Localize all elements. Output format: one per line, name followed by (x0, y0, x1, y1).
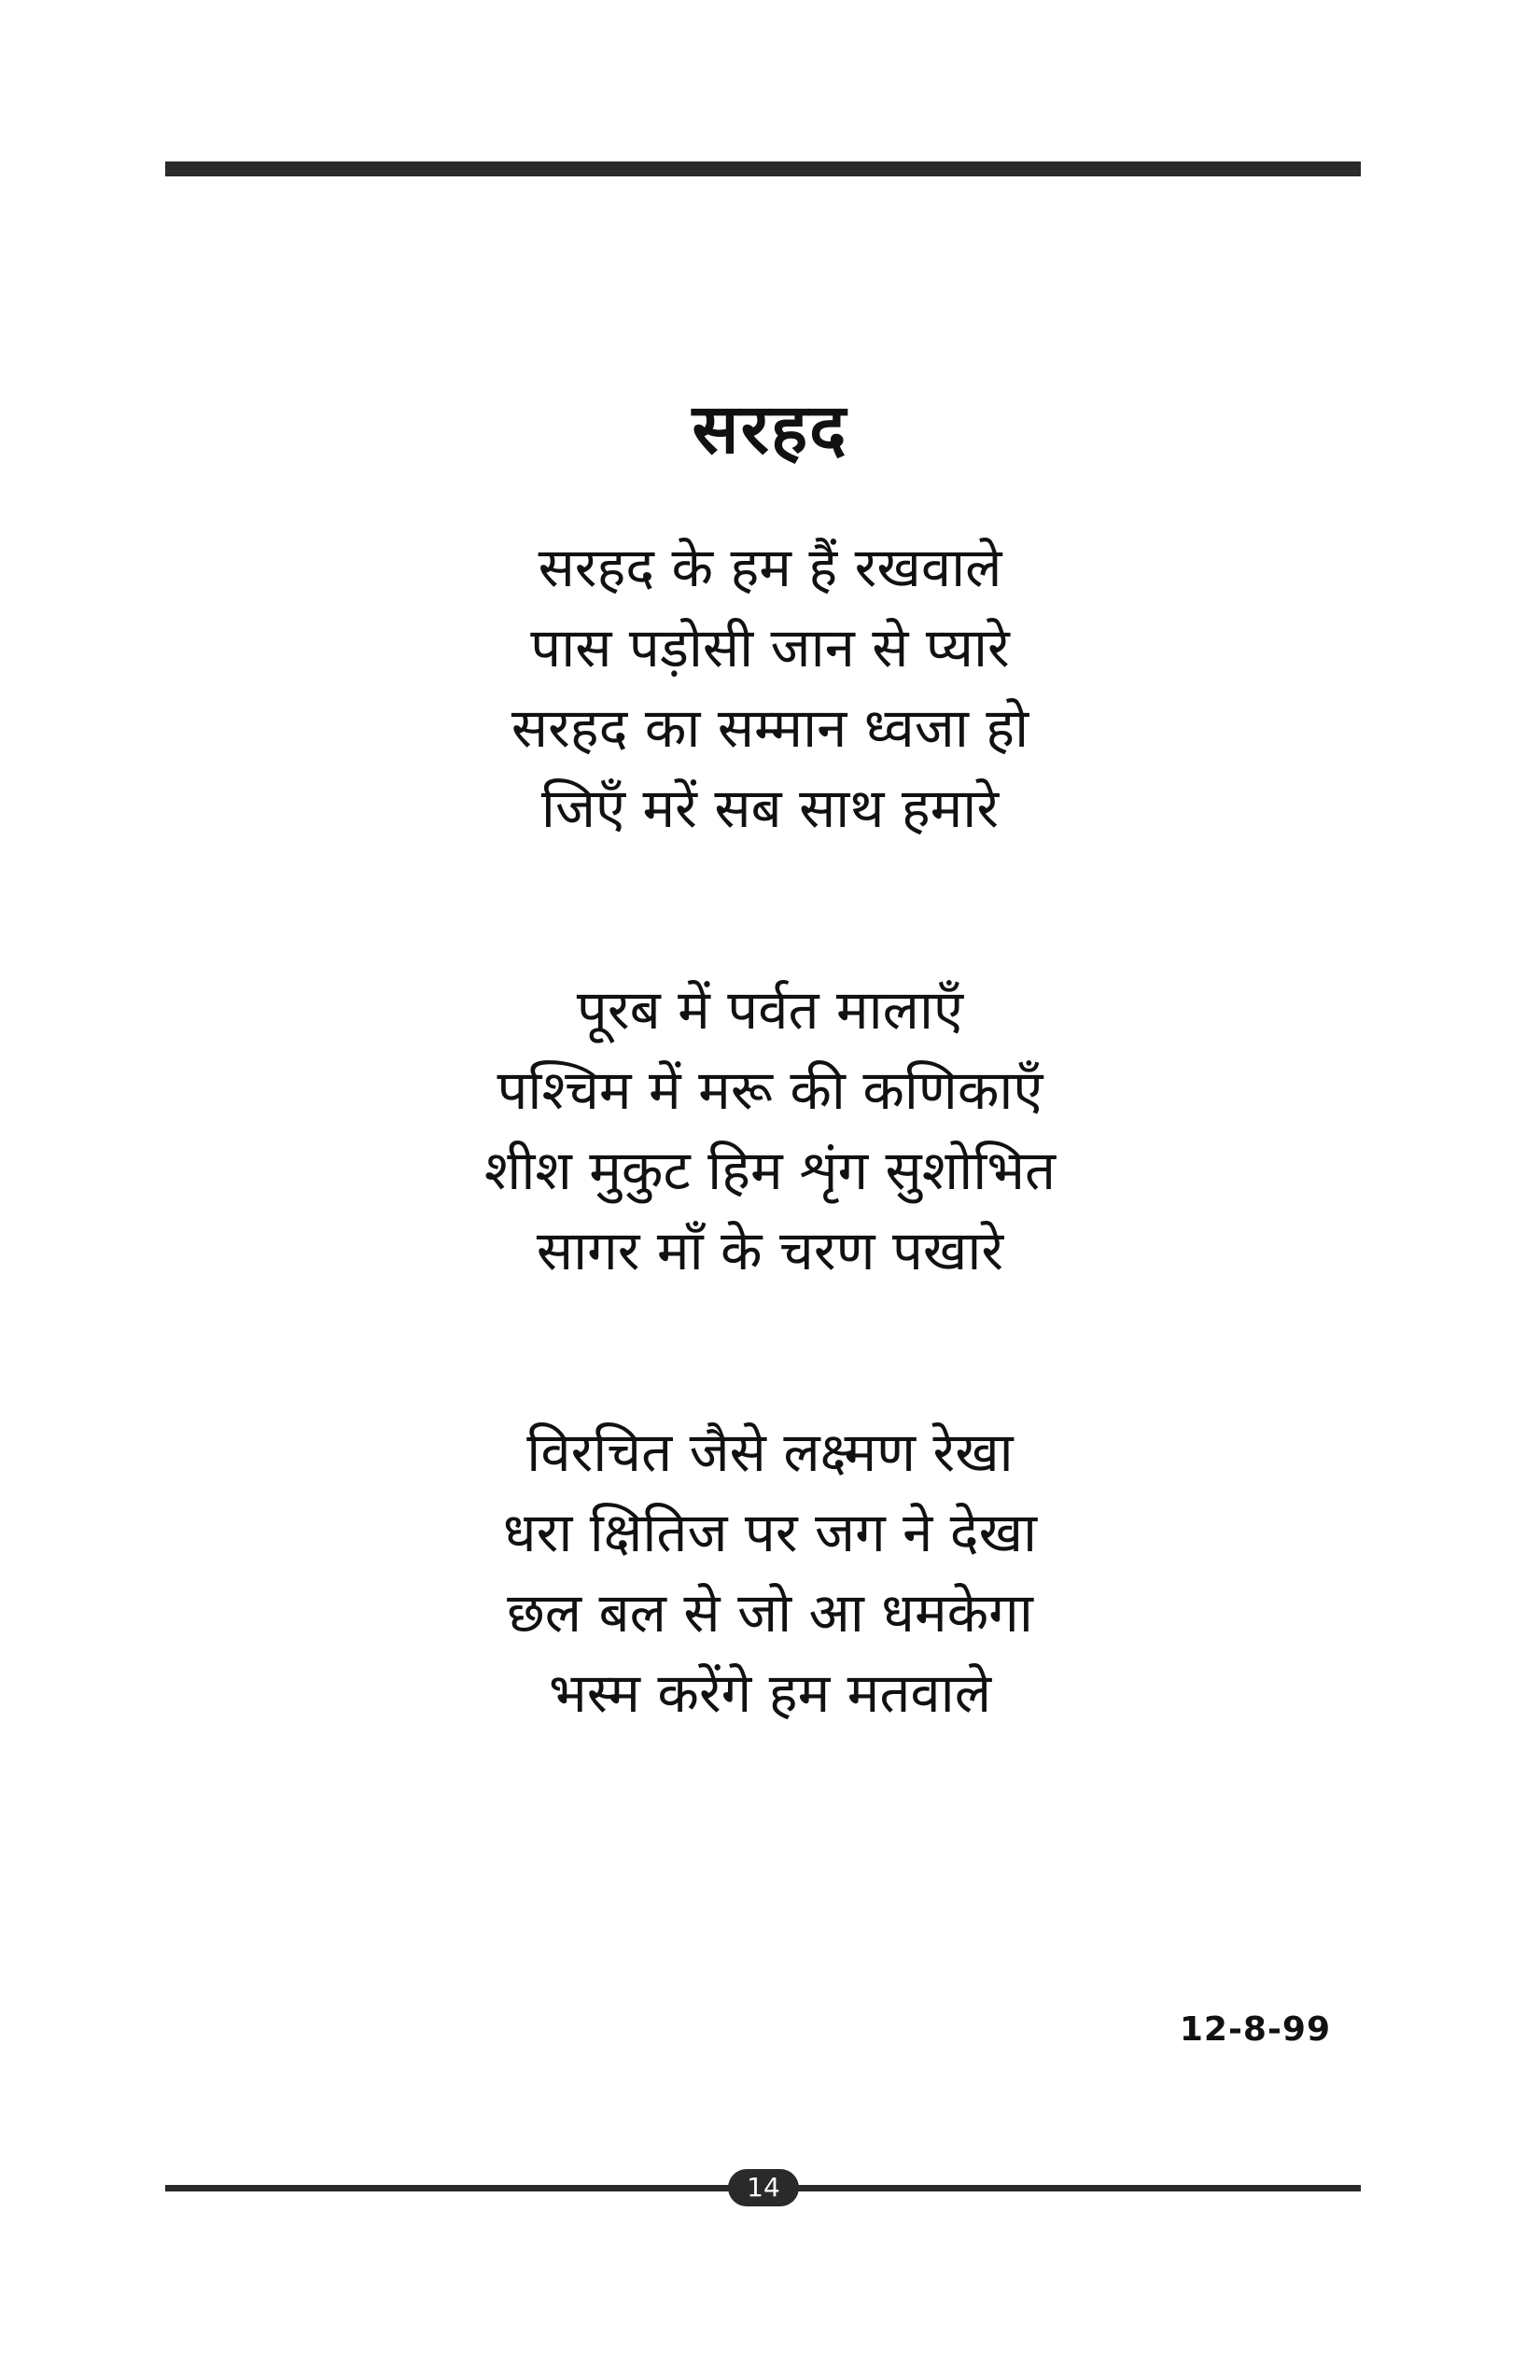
poem-line: सरहद के हम हैं रखवाले (538, 536, 1002, 599)
poem-line: शीश मुकुट हिम शृंग सुशोभित (483, 1139, 1057, 1202)
poem-date: 12-8-99 (1179, 2010, 1331, 2049)
poem-line: सरहद का सम्मान ध्वजा हो (511, 696, 1029, 760)
poem-line: सागर माँ के चरण पखारे (536, 1219, 1004, 1282)
poem-line: पूरब में पर्वत मालाएँ (576, 978, 964, 1042)
poem-line: विरचित जैसे लक्ष्मण रेखा (526, 1421, 1014, 1484)
stanza-1 (0, 527, 1540, 848)
poem-line: धरा क्षितिज पर जग ने देखा (502, 1501, 1038, 1564)
poem-line: जिएँ मरें सब साथ हमारे (540, 777, 1000, 840)
poem-title: सरहद (692, 389, 848, 469)
page-number-badge: 14 (728, 2169, 799, 2206)
stanza-3 (0, 1412, 1540, 1733)
poem-line: पश्चिम में मरू की कणिकाएँ (497, 1058, 1043, 1122)
poem-line: भस्म करेंगे हम मतवाले (548, 1661, 992, 1725)
stanza-2 (0, 970, 1540, 1291)
poem-body (0, 527, 1540, 1855)
poem-line: पास पड़ोसी जान से प्यारे (530, 616, 1010, 679)
top-rule (165, 161, 1361, 176)
poem-line: छल बल से जो आ धमकेगा (507, 1581, 1033, 1645)
